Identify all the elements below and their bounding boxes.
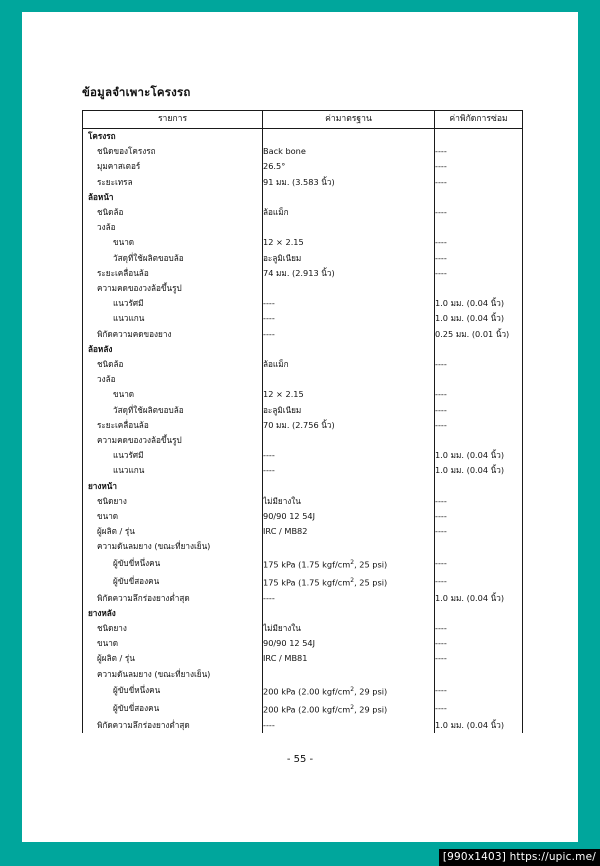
row-item-label: วัสดุที่ใช้ผลิตขอบล้อ bbox=[113, 252, 184, 263]
table-row bbox=[83, 387, 523, 402]
cell-limit-value bbox=[435, 159, 523, 174]
table-row bbox=[83, 311, 523, 326]
cell-item bbox=[83, 205, 263, 220]
limit-value-text: 1.0 มม. (0.04 นิ้ว) bbox=[435, 719, 505, 730]
limit-value-text: 1.0 มม. (0.04 นิ้ว) bbox=[435, 313, 505, 324]
table-row bbox=[83, 555, 523, 573]
cell-standard-value bbox=[263, 433, 435, 448]
limit-value-text: ---- bbox=[435, 419, 447, 430]
standard-value-text: ล้อแม็ก bbox=[263, 207, 289, 218]
row-item-label: แนวแกน bbox=[113, 313, 145, 324]
cell-limit-value bbox=[435, 463, 523, 478]
cell-item bbox=[83, 175, 263, 190]
watermark: [990x1403] https://upic.me/ bbox=[439, 849, 600, 866]
row-item-label: ผู้ผลิต / รุ่น bbox=[97, 526, 135, 537]
standard-value-text: 90/90 12 54J bbox=[263, 511, 316, 522]
cell-item bbox=[83, 372, 263, 387]
cell-limit-value bbox=[435, 509, 523, 524]
row-item-label: ขนาด bbox=[113, 237, 135, 248]
cell-standard-value bbox=[263, 372, 435, 387]
row-item-label: ความดันลมยาง (ขณะที่ยางเย็น) bbox=[97, 668, 211, 679]
limit-value-text: ---- bbox=[435, 237, 447, 248]
cell-standard-value bbox=[263, 251, 435, 266]
limit-value-text: ---- bbox=[435, 176, 447, 187]
row-item-label: มุมคาสเตอร์ bbox=[97, 161, 141, 172]
cell-limit-value bbox=[435, 357, 523, 372]
cell-standard-value: 200 kPa (2.00 kgf/$cm^2$, 29 psi) bbox=[263, 700, 435, 718]
cell-item bbox=[83, 479, 263, 494]
row-item-label: วัสดุที่ใช้ผลิตขอบล้อ bbox=[113, 404, 184, 415]
table-row bbox=[83, 606, 523, 621]
row-item-label: วงล้อ bbox=[97, 374, 116, 385]
cell-limit-value bbox=[435, 144, 523, 159]
cell-limit-value bbox=[435, 266, 523, 281]
row-item-label: พิกัดความลึกร่องยางต่ำสุด bbox=[97, 719, 190, 730]
row-item-label: ชนิดล้อ bbox=[97, 359, 124, 370]
table-row bbox=[83, 718, 523, 733]
row-item-label: ผู้ผลิต / รุ่น bbox=[97, 653, 135, 664]
limit-value-text: ---- bbox=[435, 638, 447, 649]
cell-item bbox=[83, 636, 263, 651]
cell-limit-value bbox=[435, 448, 523, 463]
limit-value-text: ---- bbox=[435, 558, 447, 569]
row-item-label: ความคดของวงล้อขึ้นรูป bbox=[97, 435, 182, 446]
cell-limit-value bbox=[435, 591, 523, 606]
cell-item bbox=[83, 418, 263, 433]
cell-item bbox=[83, 667, 263, 682]
limit-value-text: ---- bbox=[435, 622, 447, 633]
cell-item bbox=[83, 463, 263, 478]
standard-value-text: ไม่มียางใน bbox=[263, 622, 301, 633]
cell-standard-value bbox=[263, 448, 435, 463]
row-item-label: วงล้อ bbox=[97, 222, 116, 233]
table-row bbox=[83, 403, 523, 418]
chassis-specification-table bbox=[82, 110, 523, 733]
table-row bbox=[83, 357, 523, 372]
cell-limit-value bbox=[435, 387, 523, 402]
cell-item bbox=[83, 606, 263, 621]
cell-standard-value bbox=[263, 718, 435, 733]
cell-standard-value bbox=[263, 667, 435, 682]
cell-standard-value bbox=[263, 129, 435, 145]
cell-limit-value bbox=[435, 573, 523, 591]
table-row bbox=[83, 296, 523, 311]
cell-standard-value bbox=[263, 357, 435, 372]
table-row bbox=[83, 573, 523, 591]
limit-value-text: ---- bbox=[435, 267, 447, 278]
standard-value-text: ล้อแม็ก bbox=[263, 359, 289, 370]
table-row bbox=[83, 479, 523, 494]
cell-item bbox=[83, 403, 263, 418]
cell-item bbox=[83, 281, 263, 296]
cell-standard-value bbox=[263, 220, 435, 235]
page-title: ข้อมูลจำเพาะโครงรถ bbox=[82, 85, 191, 99]
cell-limit-value bbox=[435, 281, 523, 296]
cell-standard-value bbox=[263, 651, 435, 666]
cell-standard-value bbox=[263, 494, 435, 509]
page-content bbox=[82, 84, 522, 733]
limit-value-text: ---- bbox=[435, 161, 447, 172]
cell-limit-value bbox=[435, 555, 523, 573]
row-item-label: ชนิดยาง bbox=[97, 622, 127, 633]
standard-value-text: Back bone bbox=[263, 146, 306, 157]
table-row bbox=[83, 700, 523, 718]
standard-value-text: อะลูมิเนียม bbox=[263, 252, 302, 263]
table-body bbox=[83, 129, 523, 733]
cell-limit-value bbox=[435, 682, 523, 700]
row-item-label: ล้อหลัง bbox=[88, 343, 113, 354]
cell-standard-value bbox=[263, 266, 435, 281]
standard-value-text: IRC / MB81 bbox=[263, 653, 308, 664]
row-item-label: ชนิดล้อ bbox=[97, 207, 124, 218]
standard-value-text: ---- bbox=[263, 313, 275, 324]
table-row bbox=[83, 682, 523, 700]
limit-value-text: ---- bbox=[435, 359, 447, 370]
cell-limit-value bbox=[435, 129, 523, 145]
standard-value-text: ไม่มียางใน bbox=[263, 495, 301, 506]
table-row bbox=[83, 235, 523, 250]
table-row bbox=[83, 418, 523, 433]
cell-item bbox=[83, 700, 263, 718]
table-row bbox=[83, 251, 523, 266]
row-item-label: แนวแกน bbox=[113, 465, 145, 476]
table-row bbox=[83, 175, 523, 190]
cell-limit-value bbox=[435, 700, 523, 718]
cell-item bbox=[83, 251, 263, 266]
table-row bbox=[83, 636, 523, 651]
limit-value-text: ---- bbox=[435, 252, 447, 263]
table-row bbox=[83, 667, 523, 682]
limit-value-text: 1.0 มม. (0.04 นิ้ว) bbox=[435, 465, 505, 476]
row-item-label: ขนาด bbox=[97, 638, 119, 649]
limit-value-text: ---- bbox=[435, 495, 447, 506]
row-item-label: ผู้ขับขี่สองคน bbox=[113, 703, 160, 714]
row-item-label: ผู้ขับขี่สองคน bbox=[113, 575, 160, 586]
standard-value-text: ---- bbox=[263, 450, 275, 461]
cell-item bbox=[83, 433, 263, 448]
limit-value-text: ---- bbox=[435, 207, 447, 218]
cell-item bbox=[83, 220, 263, 235]
row-item-label: ยางหลัง bbox=[88, 607, 116, 618]
row-item-label: ความคดของวงล้อขึ้นรูป bbox=[97, 283, 182, 294]
cell-item bbox=[83, 718, 263, 733]
limit-value-text: ---- bbox=[435, 511, 447, 522]
row-item-label: แนวรัศมี bbox=[113, 298, 144, 309]
standard-value-text: อะลูมิเนียม bbox=[263, 404, 302, 415]
limit-value-text: 1.0 มม. (0.04 นิ้ว) bbox=[435, 298, 505, 309]
cell-standard-value bbox=[263, 342, 435, 357]
cell-standard-value bbox=[263, 144, 435, 159]
cell-item bbox=[83, 159, 263, 174]
cell-standard-value bbox=[263, 509, 435, 524]
cell-limit-value bbox=[435, 251, 523, 266]
cell-item bbox=[83, 296, 263, 311]
cell-limit-value bbox=[435, 342, 523, 357]
standard-value-text: 74 มม. (2.913 นิ้ว) bbox=[263, 267, 335, 278]
cell-limit-value bbox=[435, 621, 523, 636]
cell-item bbox=[83, 387, 263, 402]
table-row bbox=[83, 463, 523, 478]
standard-value-text: 12 × 2.15 bbox=[263, 389, 304, 400]
cell-standard-value bbox=[263, 621, 435, 636]
cell-limit-value bbox=[435, 718, 523, 733]
limit-value-text: ---- bbox=[435, 575, 447, 586]
standard-value-text: ---- bbox=[263, 465, 275, 476]
cell-standard-value bbox=[263, 387, 435, 402]
table-row bbox=[83, 129, 523, 145]
cell-standard-value: 175 kPa (1.75 kgf/$cm^2$, 25 psi) bbox=[263, 555, 435, 573]
cell-limit-value bbox=[435, 327, 523, 342]
cell-standard-value bbox=[263, 418, 435, 433]
row-item-label: ล้อหน้า bbox=[88, 191, 114, 202]
cell-standard-value bbox=[263, 463, 435, 478]
cell-standard-value bbox=[263, 327, 435, 342]
limit-value-text: ---- bbox=[435, 653, 447, 664]
cell-item bbox=[83, 621, 263, 636]
row-item-label: ชนิดของโครงรถ bbox=[97, 146, 156, 157]
cell-limit-value bbox=[435, 667, 523, 682]
cell-limit-value bbox=[435, 651, 523, 666]
standard-value-text: ---- bbox=[263, 298, 275, 309]
row-item-label: พิกัดความลึกร่องยางต่ำสุด bbox=[97, 592, 190, 603]
standard-value-text: IRC / MB82 bbox=[263, 526, 308, 537]
table-header-row bbox=[83, 111, 523, 129]
cell-item bbox=[83, 129, 263, 145]
cell-item bbox=[83, 144, 263, 159]
cell-limit-value bbox=[435, 606, 523, 621]
cell-limit-value bbox=[435, 418, 523, 433]
cell-item bbox=[83, 448, 263, 463]
row-item-label: ความดันลมยาง (ขณะที่ยางเย็น) bbox=[97, 541, 211, 552]
table-row bbox=[83, 433, 523, 448]
row-item-label: ระยะเทรล bbox=[97, 176, 133, 187]
cell-standard-value bbox=[263, 190, 435, 205]
limit-value-text: 1.0 มม. (0.04 นิ้ว) bbox=[435, 592, 505, 603]
limit-value-text: ---- bbox=[435, 526, 447, 537]
standard-value-text: 12 × 2.15 bbox=[263, 237, 304, 248]
limit-value-text: ---- bbox=[435, 685, 447, 696]
cell-standard-value bbox=[263, 159, 435, 174]
table-row bbox=[83, 509, 523, 524]
cell-limit-value bbox=[435, 494, 523, 509]
row-item-label: แนวรัศมี bbox=[113, 450, 144, 461]
column-header-standard: ค่ามาตรฐาน bbox=[263, 111, 435, 129]
row-item-label: ผู้ขับขี่หนึ่งคน bbox=[113, 558, 161, 569]
cell-limit-value bbox=[435, 479, 523, 494]
cell-standard-value bbox=[263, 205, 435, 220]
table-row bbox=[83, 372, 523, 387]
standard-value-text: 91 มม. (3.583 นิ้ว) bbox=[263, 176, 335, 187]
cell-item bbox=[83, 573, 263, 591]
cell-standard-value bbox=[263, 524, 435, 539]
table-row bbox=[83, 266, 523, 281]
cell-limit-value bbox=[435, 190, 523, 205]
row-item-label: ขนาด bbox=[113, 389, 135, 400]
row-item-label: พิกัดความคดของยาง bbox=[97, 328, 172, 339]
cell-standard-value bbox=[263, 296, 435, 311]
cell-item bbox=[83, 682, 263, 700]
cell-standard-value: 200 kPa (2.00 kgf/$cm^2$, 29 psi) bbox=[263, 682, 435, 700]
cell-item bbox=[83, 327, 263, 342]
table-row bbox=[83, 524, 523, 539]
cell-standard-value bbox=[263, 606, 435, 621]
table-row bbox=[83, 591, 523, 606]
cell-item bbox=[83, 651, 263, 666]
document-page bbox=[22, 12, 578, 842]
cell-standard-value bbox=[263, 281, 435, 296]
cell-item bbox=[83, 342, 263, 357]
cell-limit-value bbox=[435, 524, 523, 539]
cell-limit-value bbox=[435, 539, 523, 554]
cell-standard-value: 175 kPa (1.75 kgf/$cm^2$, 25 psi) bbox=[263, 573, 435, 591]
table-row bbox=[83, 494, 523, 509]
cell-item bbox=[83, 235, 263, 250]
cell-item bbox=[83, 357, 263, 372]
cell-limit-value bbox=[435, 372, 523, 387]
table-row bbox=[83, 190, 523, 205]
standard-value-text: ---- bbox=[263, 719, 275, 730]
cell-item bbox=[83, 539, 263, 554]
cell-limit-value bbox=[435, 636, 523, 651]
cell-item bbox=[83, 509, 263, 524]
page-number: - 55 - bbox=[286, 754, 314, 765]
cell-item bbox=[83, 555, 263, 573]
table-row bbox=[83, 621, 523, 636]
cell-limit-value bbox=[435, 175, 523, 190]
cell-limit-value bbox=[435, 403, 523, 418]
cell-limit-value bbox=[435, 205, 523, 220]
limit-value-text: 1.0 มม. (0.04 นิ้ว) bbox=[435, 450, 505, 461]
table-row bbox=[83, 327, 523, 342]
cell-standard-value bbox=[263, 403, 435, 418]
row-item-label: ระยะเคลื่อนล้อ bbox=[97, 267, 149, 278]
cell-standard-value bbox=[263, 479, 435, 494]
table-row bbox=[83, 205, 523, 220]
table-row bbox=[83, 651, 523, 666]
row-item-label: ระยะเคลื่อนล้อ bbox=[97, 419, 149, 430]
cell-item bbox=[83, 494, 263, 509]
cell-standard-value bbox=[263, 175, 435, 190]
cell-limit-value bbox=[435, 433, 523, 448]
table-row bbox=[83, 448, 523, 463]
table-header bbox=[83, 111, 523, 129]
row-item-label: ผู้ขับขี่หนึ่งคน bbox=[113, 685, 161, 696]
cell-standard-value bbox=[263, 311, 435, 326]
cell-limit-value bbox=[435, 235, 523, 250]
limit-value-text: ---- bbox=[435, 703, 447, 714]
row-item-label: ขนาด bbox=[97, 511, 119, 522]
cell-item bbox=[83, 524, 263, 539]
cell-standard-value bbox=[263, 591, 435, 606]
limit-value-text: ---- bbox=[435, 404, 447, 415]
column-header-item: รายการ bbox=[83, 111, 263, 129]
table-row bbox=[83, 220, 523, 235]
table-row bbox=[83, 281, 523, 296]
cell-standard-value bbox=[263, 235, 435, 250]
table-row bbox=[83, 144, 523, 159]
limit-value-text: 0.25 มม. (0.01 นิ้ว) bbox=[435, 328, 510, 339]
cell-item bbox=[83, 591, 263, 606]
cell-standard-value bbox=[263, 539, 435, 554]
table-row bbox=[83, 342, 523, 357]
cell-standard-value bbox=[263, 636, 435, 651]
standard-value-text: 70 มม. (2.756 นิ้ว) bbox=[263, 419, 335, 430]
limit-value-text: ---- bbox=[435, 389, 447, 400]
standard-value-text: 90/90 12 54J bbox=[263, 638, 316, 649]
column-header-limit: ค่าพิกัดการซ่อม bbox=[435, 111, 523, 129]
cell-item bbox=[83, 266, 263, 281]
cell-limit-value bbox=[435, 296, 523, 311]
cell-limit-value bbox=[435, 311, 523, 326]
cell-limit-value bbox=[435, 220, 523, 235]
standard-value-text: ---- bbox=[263, 592, 275, 603]
table-row bbox=[83, 539, 523, 554]
row-item-label: ชนิดยาง bbox=[97, 495, 127, 506]
cell-item bbox=[83, 311, 263, 326]
standard-value-text: ---- bbox=[263, 328, 275, 339]
row-item-label: โครงรถ bbox=[88, 131, 116, 141]
cell-item bbox=[83, 190, 263, 205]
row-item-label: ยางหน้า bbox=[88, 480, 117, 491]
table-row bbox=[83, 159, 523, 174]
standard-value-text: 26.5° bbox=[263, 161, 286, 172]
limit-value-text: ---- bbox=[435, 146, 447, 157]
